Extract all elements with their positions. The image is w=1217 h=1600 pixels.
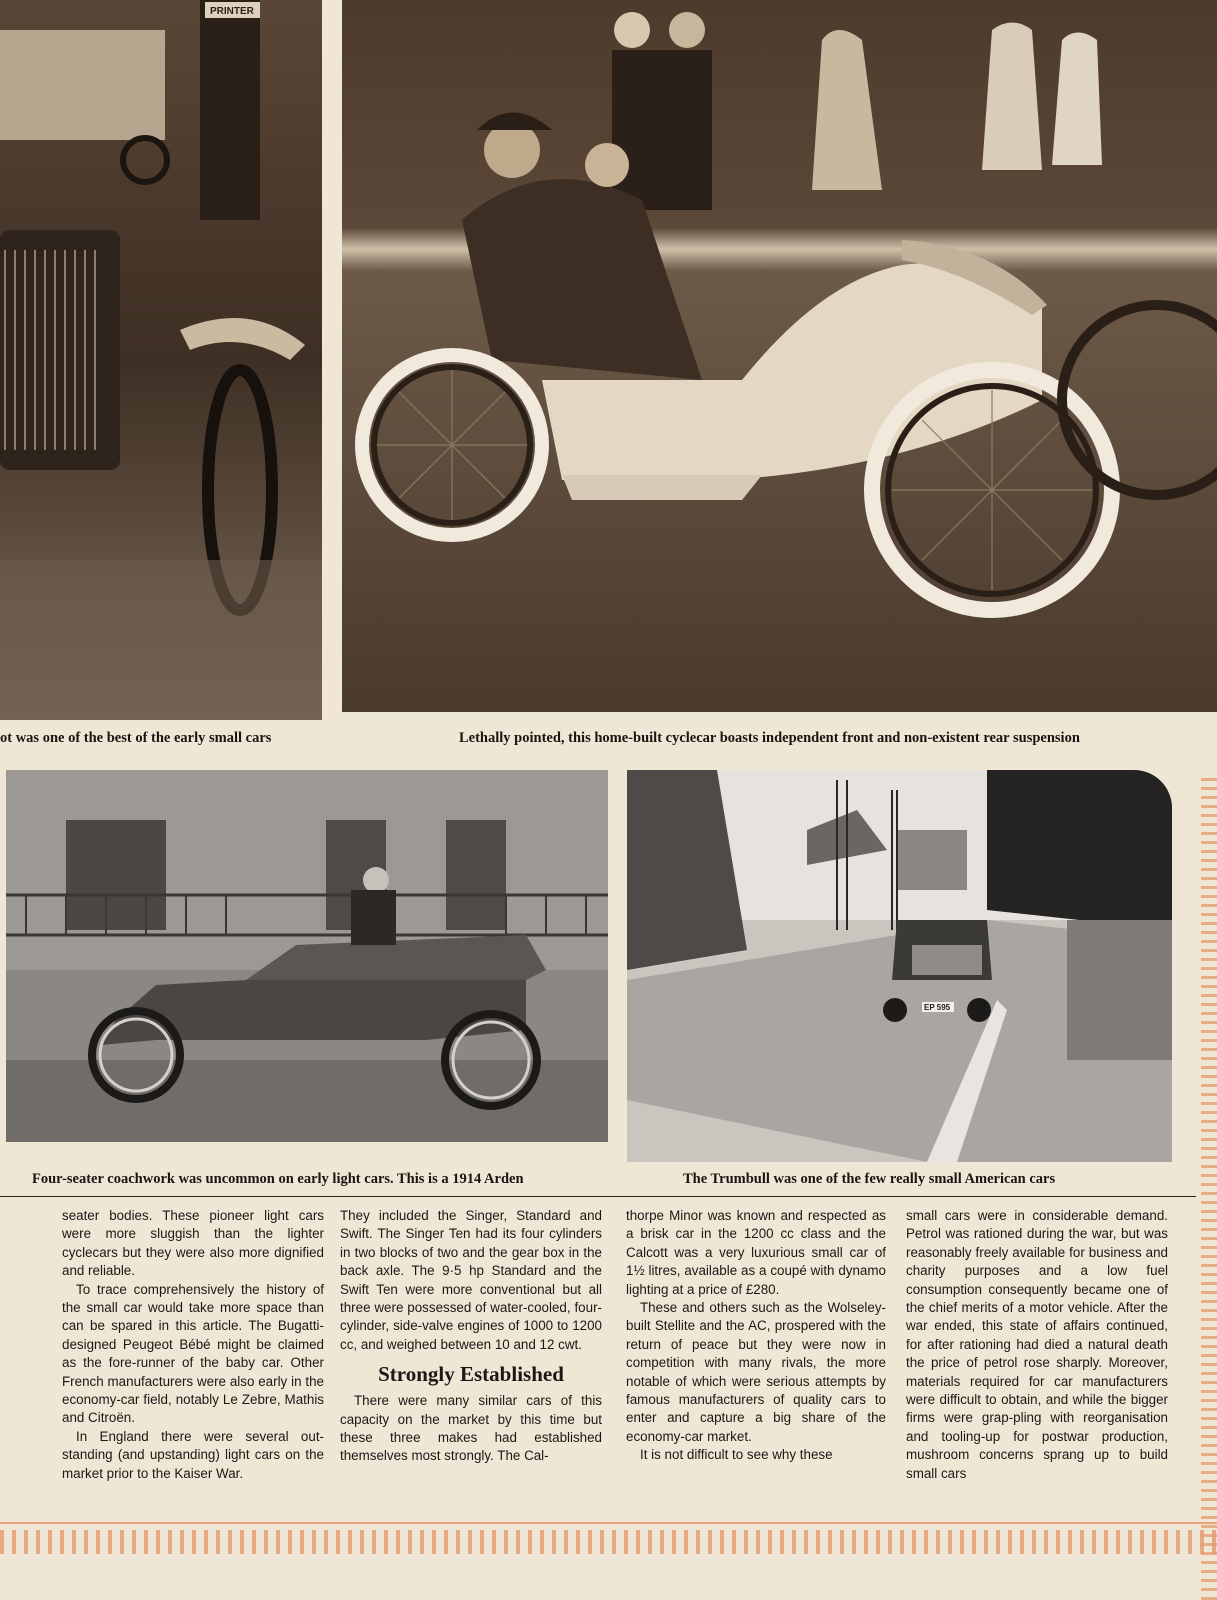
caption-photo-3: Four-seater coachwork was uncommon on early light cars. This is a 1914 Arden (32, 1171, 524, 1187)
text-column-2 (340, 1207, 602, 1466)
paragraph: These and others such as the Wolseley-built Stellite and the AC, prospered with the return of peace but they were now in competition with many rivals, the more notable of which were serious attempts by famous manufacturers of quality cars to enter and capture a big share of the economy-car market. (626, 1300, 886, 1444)
decorative-border-right (1201, 778, 1217, 1600)
photo-early-small-car (0, 0, 322, 720)
text-column-3 (626, 1207, 886, 1465)
caption-photo-4: The Trumbull was one of the few really small American cars (683, 1171, 1056, 1187)
caption-photo-1: ot was one of the best of the early small cars (0, 730, 272, 746)
text-column-1 (62, 1207, 324, 1483)
photo-cyclecar (342, 0, 1217, 712)
paragraph: There were many similar cars of this capacity on the market by this time but these three makes had established themselves most strongly. The Cal- (340, 1393, 602, 1464)
paragraph: It is not difficult to see why these (640, 1447, 833, 1463)
caption-photo-2: Lethally pointed, this home-built cyclecar boasts independent front and non-existent rear suspension (459, 730, 1080, 746)
paragraph: seater bodies. These pioneer light cars were more sluggish than the lighter cyclecars but they were also more dignified and reliable. (62, 1208, 324, 1279)
photo-1914-arden (6, 770, 608, 1142)
section-divider (0, 1196, 1196, 1197)
paragraph: To trace comprehensively the history of the small car would take more space than can be spared in this article. The Bugatti-designed Peugeot Bébé might be claimed as the fore-runner of the baby car. Other French manufacturers were also early in the economy-car field, notably Le Zebre, Mathis and Citroën. (62, 1281, 324, 1426)
paragraph: In England there were several out-standing (and upstanding) light cars on the market prior to the Kaiser War. (62, 1428, 324, 1481)
number-plate-text: EP 595 (924, 1003, 951, 1012)
text-column-4 (906, 1207, 1168, 1483)
paragraph: thorpe Minor was known and respected as a brisk car in the 1200 cc class and the Calcott was a very luxurious small car of 1½ litres, available as a coupé with dynamo lighting at a price of £280. (626, 1208, 886, 1297)
decorative-border-line (0, 1522, 1217, 1524)
paragraph: small cars were in considerable demand. Petrol was rationed during the war, but was reasonably freely available for business and charity purposes and a low fuel consumption consequently became one of the chief merits of a motor vehicle. After the war ended, this state of affairs continued, for after rationing had died a natural death the price of petrol rose sharply. Moreover, materials required for car manufacturers were difficult to obtain, and while the bigger firms were grap-pling with reorganisation and tooling-up for postwar production, mushroom concerns sprang up to build small cars (906, 1208, 1168, 1481)
decorative-border-bottom (0, 1530, 1217, 1554)
paragraph: They included the Singer, Standard and Swift. The Singer Ten had its four cylinders in two blocks of two and the gear box in the back axle. The 9·5 hp Standard and the Swift Ten were more conventional but all three were possessed of water-cooled, four-cylinder, side-valve engines of 1000 to 1200 cc, and weighed between 10 and 12 cwt. (340, 1208, 602, 1352)
photo-trumbull (627, 770, 1172, 1162)
shop-sign-text: PRINTER (210, 6, 254, 17)
section-heading: Strongly Established (378, 1362, 564, 1387)
